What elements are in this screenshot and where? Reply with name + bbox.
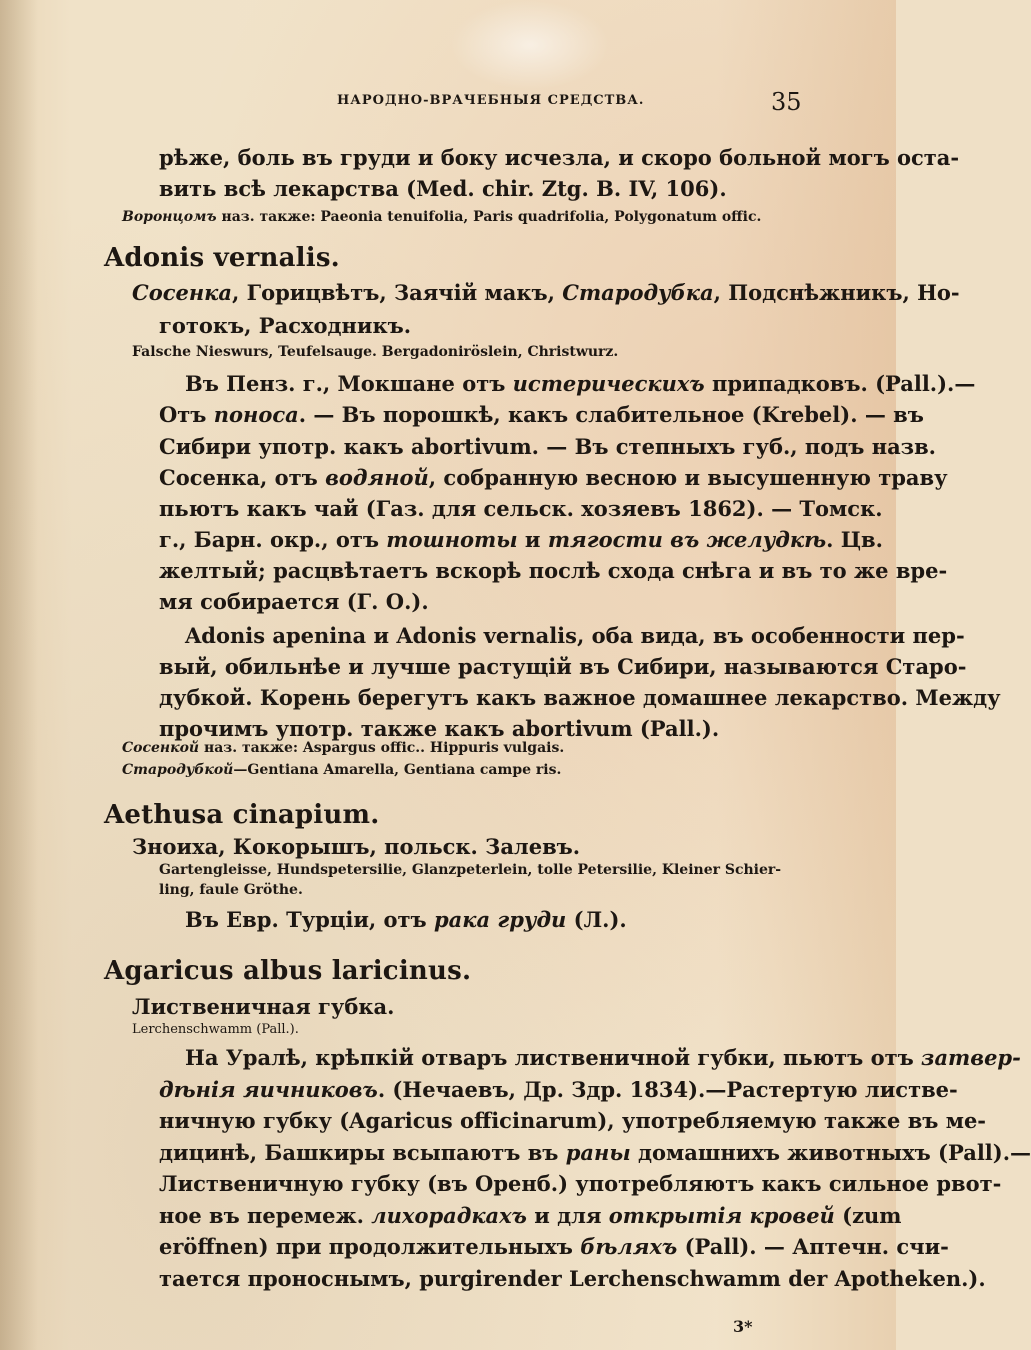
russian-names-line: Зноиха, Кокорышъ, польск. Залевъ. [132,834,581,859]
text-line: вый, обильнѣе и лучше растущій въ Сибири, называются Старо- [159,654,967,679]
text-line: Сибири употр. какъ abortivum. — Въ степныхъ губ., подъ назв. [159,434,936,459]
text-line: желтый; расцвѣтаетъ вскорѣ послѣ схода снѣга и въ то же вре- [159,558,948,583]
russian-names-line: Сосенка, Горицвѣтъ, Заячій макъ, Стародубка, Подснѣжникъ, Но- [132,280,960,305]
page-spine-shadow [0,0,38,1350]
section-heading-agaricus: Agaricus albus laricinus. [104,956,472,986]
text-line: пьютъ какъ чай (Газ. для сельск. хозяевъ 1862). — Томск. [159,496,883,521]
signature-mark: 3* [733,1317,753,1336]
text-line: Сосенка, отъ водяной, собранную весною и высушенную траву [159,465,948,490]
text-line: Лиственичную губку (въ Оренб.) употребляютъ какъ сильное рвот- [159,1171,1002,1196]
section-heading-aethusa: Aethusa cinapium. [104,800,380,830]
text-line: На Уралѣ, крѣпкій отваръ лиственичной губки, пьютъ отъ затвер- [185,1045,1021,1070]
text-line: прочимъ употр. также какъ abortivum (Pall.). [159,716,720,741]
running-header: НАРОДНО-ВРАЧЕБНЫЯ СРЕДСТВА. [337,93,645,108]
text-line: дубкой. Корень берегутъ какъ важное домашнее лекарство. Между [159,685,1001,710]
german-names-line: ling, faule Grӧthe. [159,882,303,898]
note-line: Стародубкой—Gentiana Amarella, Gentiana campe ris. [122,762,562,778]
russian-names-line: готокъ, Расходникъ. [159,313,412,338]
section-heading-adonis: Adonis vernalis. [104,243,340,273]
note-line: Воронцомъ наз. также: Paeonia tenuifolia, Paris quadrifolia, Polygonatum offic. [122,209,762,225]
text-line: тается проноснымъ, purgirender Lerchenschwamm der Apotheken.). [159,1266,986,1291]
text-line: Въ Евр. Турціи, отъ рака груди (Л.). [185,907,627,932]
text-line: г., Барн. окр., отъ тошноты и тягости въ желудкѣ. Цв. [159,527,883,552]
russian-names-line: Лиственичная губка. [132,994,395,1019]
text-line: Adonis apenina и Adonis vernalis, оба вида, въ особенности пер- [185,623,965,648]
text-line: ное въ перемеж. лихорадкахъ и для открытія кровей (zum [159,1203,902,1228]
german-names-line: Falsche Nieswurs, Teufelsauge. Bergadonirӧslein, Christwurz. [132,344,619,360]
text-line: рѣже, боль въ груди и боку исчезла, и скоро больной могъ оста- [159,145,960,170]
text-line: дицинѣ, Башкиры всыпаютъ въ раны домашнихъ животныхъ (Pall).— [159,1140,1031,1165]
text-line: дѣнія яичниковъ. (Нечаевъ, Др. Здр. 1834).—Растертую листве- [159,1077,958,1102]
german-names-line: Gartengleisse, Hundspetersilie, Glanzpeterlein, tolle Petersilie, Kleiner Schier- [159,862,782,878]
text-line: Отъ поноса. — Въ порошкѣ, какъ слабительное (Krebel). — въ [159,402,924,427]
text-line: мя собирается (Г. О.). [159,589,429,614]
text-line: вить всѣ лекарства (Med. chir. Ztg. B. IV, 106). [159,176,727,201]
text-line: erӧffnen) при продолжительныхъ бѣляхъ (Pall). — Аптечн. счи- [159,1234,949,1259]
german-names-line: Lerchenschwamm (Pall.). [132,1022,299,1037]
text-line: ничную губку (Agaricus officinarum), употребляемую также въ ме- [159,1108,987,1133]
paper-stain [450,0,610,90]
page-number: 35 [771,88,802,116]
note-line: Сосенкой наз. также: Aspargus offic.. Hippuris vulgais. [122,740,565,756]
text-line: Въ Пенз. г., Мокшане отъ истерическихъ припадковъ. (Pall.).— [185,371,976,396]
